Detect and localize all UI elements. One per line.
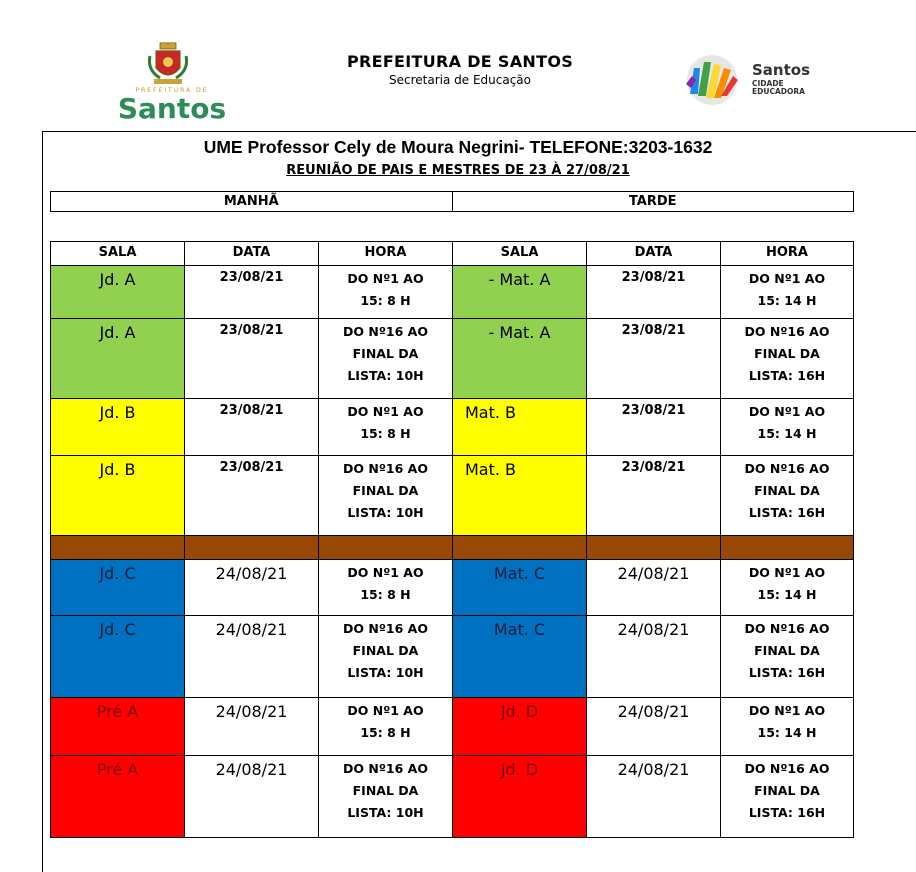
cell-hora-morning: DO Nº16 AO FINAL DA LISTA: 10H [319,319,453,399]
separator-cell [587,536,721,560]
cell-data-afternoon: 24/08/21 [587,698,721,756]
prefeitura-santos-logo [112,40,230,125]
cell-sala-morning: Jd. C [51,560,185,616]
city-crest-icon [146,42,190,86]
cell-hora-afternoon: DO Nº1 AO 15: 14 H [721,560,854,616]
cell-data-morning: 24/08/21 [185,698,319,756]
cell-hora-afternoon: DO Nº16 AO FINAL DA LISTA: 16H [721,319,854,399]
cell-hora-morning: DO Nº1 AO 15: 8 H [319,266,453,319]
cell-sala-morning: Jd. B [51,399,185,456]
cell-sala-afternoon: Mat. B [453,456,587,536]
logo-small-text: PREFEITURA DE [135,87,209,94]
separator-cell [319,536,453,560]
table-row [51,698,854,756]
document-header [300,52,620,87]
table-row [51,616,854,698]
cell-hora-afternoon: DO Nº16 AO FINAL DA LISTA: 16H [721,756,854,838]
table-row [51,266,854,319]
table-row [51,456,854,536]
cell-data-afternoon: 23/08/21 [587,456,721,536]
cell-data-morning: 24/08/21 [185,756,319,838]
logo-tagline-line2: EDUCADORA [752,87,805,96]
table-row [51,560,854,616]
cell-hora-morning: DO Nº16 AO FINAL DA LISTA: 10H [319,616,453,698]
table-row [51,399,854,456]
cell-data-afternoon: 23/08/21 [587,266,721,319]
cell-sala-morning: Pré A [51,698,185,756]
separator-cell [51,536,185,560]
cell-data-afternoon: 24/08/21 [587,756,721,838]
cell-data-afternoon: 23/08/21 [587,399,721,456]
cell-sala-afternoon: - Mat. A [453,266,587,319]
table-row [51,319,854,399]
cell-data-afternoon: 24/08/21 [587,560,721,616]
cell-data-afternoon: 23/08/21 [587,319,721,399]
cell-hora-morning: DO Nº16 AO FINAL DA LISTA: 10H [319,756,453,838]
meeting-title: REUNIÃO DE PAIS E MESTRES DE 23 À 27/08/21 [286,163,630,178]
cell-sala-afternoon: Mat. B [453,399,587,456]
header-title: PREFEITURA DE SANTOS [346,52,574,71]
schedule-table [50,241,854,838]
cell-sala-afternoon: Jd. D [453,756,587,838]
logo-tagline-line1: CIDADE [752,79,784,88]
cell-hora-morning: DO Nº1 AO 15: 8 H [319,698,453,756]
logo-brand-name: Santos [752,61,811,79]
col-header-hora-morning: HORA [319,242,453,266]
col-header-hora-afternoon: HORA [721,242,854,266]
cell-sala-afternoon: - Mat. A [453,319,587,399]
colorful-hands-icon [676,54,748,106]
col-header-data-afternoon: DATA [587,242,721,266]
cell-hora-afternoon: DO Nº1 AO 15: 14 H [721,266,854,319]
col-header-sala-afternoon: SALA [453,242,587,266]
cell-sala-morning: Pré A [51,756,185,838]
col-header-data-morning: DATA [185,242,319,266]
cell-hora-afternoon: DO Nº1 AO 15: 14 H [721,399,854,456]
cell-data-morning: 24/08/21 [185,616,319,698]
cell-sala-afternoon: Mat. C [453,616,587,698]
separator-row [51,536,854,560]
period-bar [50,191,854,212]
cell-data-morning: 24/08/21 [185,560,319,616]
cell-hora-morning: DO Nº1 AO 15: 8 H [319,399,453,456]
table-header-row [51,242,854,266]
school-info: UME Professor Cely de Moura Negrini- TELEFONE:3203-1632 [203,137,713,157]
cell-sala-afternoon: Jd. D [453,698,587,756]
logo-santos-word: Santos [117,92,227,125]
cell-hora-afternoon: DO Nº16 AO FINAL DA LISTA: 16H [721,616,854,698]
separator-cell [453,536,587,560]
separator-cell [721,536,854,560]
period-afternoon: TARDE [628,194,677,209]
cell-data-morning: 23/08/21 [185,319,319,399]
cell-sala-morning: Jd. A [51,266,185,319]
cell-sala-afternoon: Mat. C [453,560,587,616]
cell-sala-morning: Jd. C [51,616,185,698]
cell-hora-morning: DO Nº16 AO FINAL DA LISTA: 10H [319,456,453,536]
cell-sala-morning: Jd. A [51,319,185,399]
cell-data-morning: 23/08/21 [185,399,319,456]
period-morning: MANHÃ [51,192,453,211]
cell-sala-morning: Jd. B [51,456,185,536]
header-subtitle: Secretaria de Educação [388,73,531,87]
cell-hora-afternoon: DO Nº16 AO FINAL DA LISTA: 16H [721,456,854,536]
cell-data-afternoon: 24/08/21 [587,616,721,698]
table-row [51,756,854,838]
cell-data-morning: 23/08/21 [185,456,319,536]
cell-data-morning: 23/08/21 [185,266,319,319]
cidade-educadora-logo [676,54,846,106]
cell-hora-afternoon: DO Nº1 AO 15: 14 H [721,698,854,756]
logo-tagline [752,80,805,96]
col-header-sala-morning: SALA [51,242,185,266]
cell-hora-morning: DO Nº1 AO 15: 8 H [319,560,453,616]
separator-cell [185,536,319,560]
